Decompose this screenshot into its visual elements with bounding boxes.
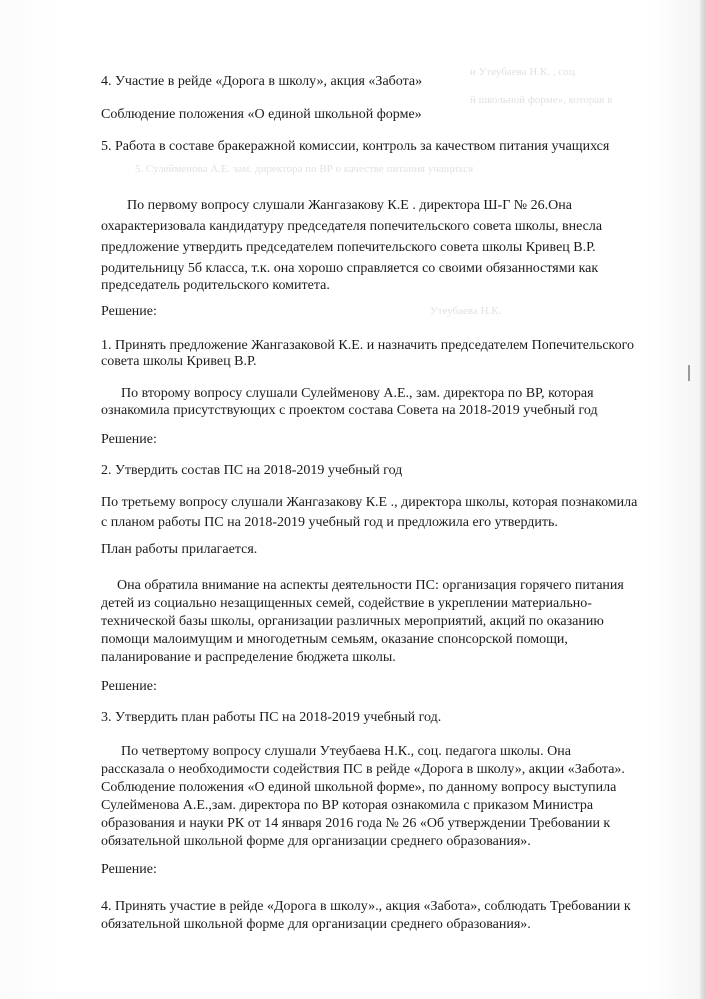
paragraph-line: По второму вопросу слушали Сулейменову А.Е., зам. директора по ВР, которая [121, 386, 594, 401]
paragraph-line: председатель родительского комитета. [101, 278, 330, 293]
agenda-item-4-continued: Соблюдение положения «О единой школьной форме» [101, 107, 422, 122]
show-through-text: Утеубаева Н.К. [430, 305, 502, 317]
page-edge-shadow [700, 0, 706, 999]
decision-line: обязательной школьной форме для организации среднего образования». [101, 917, 531, 932]
paragraph-line: рассказала о необходимости содействия ПС в рейде «Дорога в школу», акции «Забота». [101, 762, 625, 777]
decision-line: 2. Утвердить состав ПС на 2018-2019 учебный год [101, 463, 403, 478]
agenda-item-5: 5. Работа в составе бракеражной комиссии, контроль за качеством питания учащихся [101, 139, 610, 154]
paragraph-line: охарактеризовала кандидатуру председателя попечительского совета школы, внесла [101, 219, 603, 234]
decision-heading: Решение: [101, 432, 157, 447]
paragraph-line: Она обратила внимание на аспекты деятельности ПС: организация горячего питания [117, 578, 624, 593]
scan-mark [688, 365, 690, 381]
show-through-text: й школьной форме», которая в [470, 94, 613, 106]
decision-heading: Решение: [101, 304, 157, 319]
show-through-text: 5. Сулейменова А.Е. зам. директора по ВР о качестве питания учащихся [135, 163, 474, 175]
paragraph-line: образования и науки РК от 14 января 2016 года № 26 «Об утверждении Требовании к [101, 816, 611, 831]
paragraph-line: Соблюдение положения «О единой школьной форме», по данному вопросу выступила [101, 780, 617, 795]
paragraph-line: помощи малоимущим и многодетным семьям, оказание спонсорской помощи, [101, 632, 568, 647]
show-through-text: и Утеубаева Н.К. , соц. [470, 66, 578, 78]
decision-heading: Решение: [101, 862, 157, 877]
paragraph-line: родительницу 5б класса, т.к. она хорошо справляется со своими обязанностями как [101, 261, 599, 276]
decision-line: 1. Принять предложение Жангазаковой К.Е. и назначить председателем Попечительского [101, 338, 635, 353]
paragraph-line: Сулейменова А.Е.,зам. директора по ВР которая ознакомила с приказом Министра [101, 798, 594, 813]
decision-line: совета школы Кривец В.Р. [101, 354, 257, 369]
paragraph-line: План работы прилагается. [101, 542, 258, 557]
paragraph-line: По первому вопросу слушали Жангазакову К.Е . директора Ш-Г № 26.Она [127, 198, 572, 213]
paragraph-line: ознакомила присутствующих с проектом состава Совета на 2018-2019 учебный год [101, 403, 598, 418]
paragraph-line: с планом работы ПС на 2018-2019 учебный год и предложила его утвердить. [101, 515, 558, 530]
paragraph-line: паланирование и распределение бюджета школы. [101, 650, 396, 665]
agenda-item-4: 4. Участие в рейде «Дорога в школу», акция «Забота» [101, 74, 423, 89]
decision-line: 3. Утвердить план работы ПС на 2018-2019 учебный год. [101, 710, 442, 725]
paragraph-line: предложение утвердить председателем попечительского совета школы Кривец В.Р. [101, 240, 596, 255]
decision-line: 4. Принять участие в рейде «Дорога в школу»., акция «Забота», соблюдать Требовании к [101, 899, 631, 914]
decision-heading: Решение: [101, 679, 157, 694]
paragraph-line: По четвертому вопросу слушали Утеубаева Н.К., соц. педагога школы. Она [121, 744, 571, 759]
paragraph-line: детей из социально незащищенных семей, содействие в укреплении материально- [101, 596, 592, 611]
paragraph-line: По третьему вопросу слушали Жангазакову К.Е ., директора школы, которая познакомила [101, 495, 638, 510]
paragraph-line: обязательной школьной форме для организации среднего образования». [101, 834, 531, 849]
paragraph-line: технической базы школы, организации различных мероприятий, акций по оказанию [101, 614, 604, 629]
